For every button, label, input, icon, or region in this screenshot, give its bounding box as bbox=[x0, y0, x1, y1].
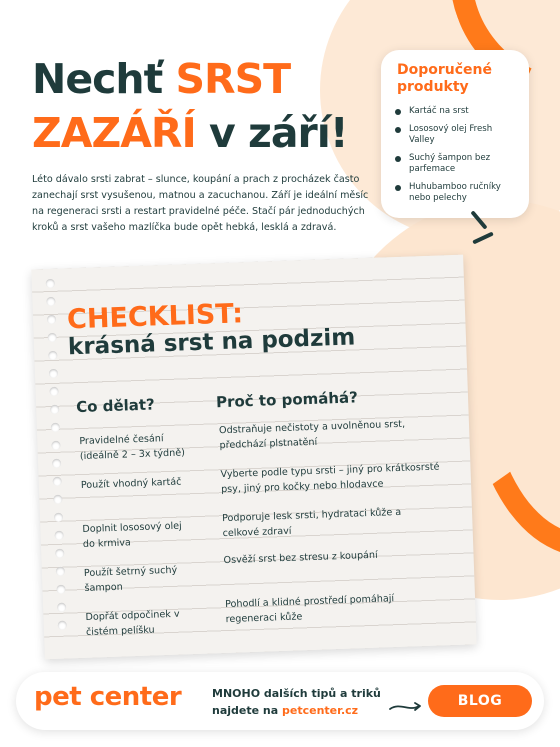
checklist-todo: Použít šetrný suchý šampon bbox=[83, 564, 178, 594]
headline-part: Nechť bbox=[32, 55, 176, 103]
checklist-todo: Dopřát odpočinek v čistém pelíšku bbox=[85, 608, 180, 638]
recommended-product-item: Suchý šampon bez parfemace bbox=[393, 153, 517, 175]
checklist-todo: Doplnit lososový olej do krmiva bbox=[82, 520, 182, 551]
column-header-why: Proč to pomáhá? bbox=[215, 388, 359, 412]
headline-highlight: SRST bbox=[175, 55, 291, 103]
checklist-why: Vyberte podle typu srsti – jiný pro krátkosrsté psy, jiný pro kočky nebo hlodavce bbox=[220, 461, 440, 496]
recommended-product-item: Kartáč na srst bbox=[393, 106, 517, 117]
recommended-product-item: Lososový olej Fresh Valley bbox=[393, 124, 517, 146]
headline bbox=[32, 52, 362, 160]
checklist-why: Podporuje lesk srsti, hydrataci kůže a celkové zdraví bbox=[221, 506, 402, 540]
checklist-todo: Použít vhodný kartáč bbox=[80, 476, 182, 492]
footer-link[interactable]: petcenter.cz bbox=[282, 704, 359, 717]
headline-part: v září! bbox=[195, 109, 348, 157]
checklist-todo: Pravidelné česání (ideálně 2 – 3x týdně) bbox=[79, 433, 186, 463]
footer-text-line1: MNOHO dalších tipů a triků bbox=[212, 687, 381, 700]
checklist-why: Osvěží srst bez stresu z koupání bbox=[223, 549, 378, 567]
arrow-right-icon bbox=[388, 700, 424, 714]
pet-center-logo[interactable]: pet center bbox=[34, 682, 182, 712]
column-header-todo: Co dělat? bbox=[75, 395, 156, 417]
headline-highlight: ZAZÁŘÍ bbox=[32, 109, 196, 157]
checklist-why: Odstraňuje nečistoty a uvolněnou srst, předchází plstnatění bbox=[218, 418, 406, 452]
checklist-title: CHECKLIST: bbox=[66, 298, 244, 336]
checklist-subtitle: krásná srst na podzim bbox=[67, 324, 356, 361]
recommended-product-item: Huhubamboo ručníky nebo pelechy bbox=[393, 182, 517, 204]
footer-text-prefix: najdete na bbox=[212, 704, 282, 717]
recommended-products-list bbox=[393, 106, 517, 204]
intro-paragraph: Léto dávalo srsti zabrat – slunce, koupání a prach z procházek často zanechají srst vysušenou, matnou a zacuchanou. Září je ideální měsíc na regeneraci srsti a restart pravidelné péče. Stačí pár jednoduchých kroků a srst vašeho mazlíčka bude opět hebká, lesklá a zdravá. bbox=[32, 174, 369, 233]
recommended-products-title: Doporučené produkty bbox=[397, 62, 493, 95]
recommended-products-card bbox=[381, 50, 529, 218]
blog-button[interactable]: BLOG bbox=[428, 685, 532, 717]
checklist-paper bbox=[31, 255, 476, 660]
footer-bar bbox=[16, 672, 544, 730]
checklist-content bbox=[31, 255, 476, 660]
checklist-why: Pohodlí a klidné prostředí pomáhají regeneraci kůže bbox=[224, 593, 395, 626]
